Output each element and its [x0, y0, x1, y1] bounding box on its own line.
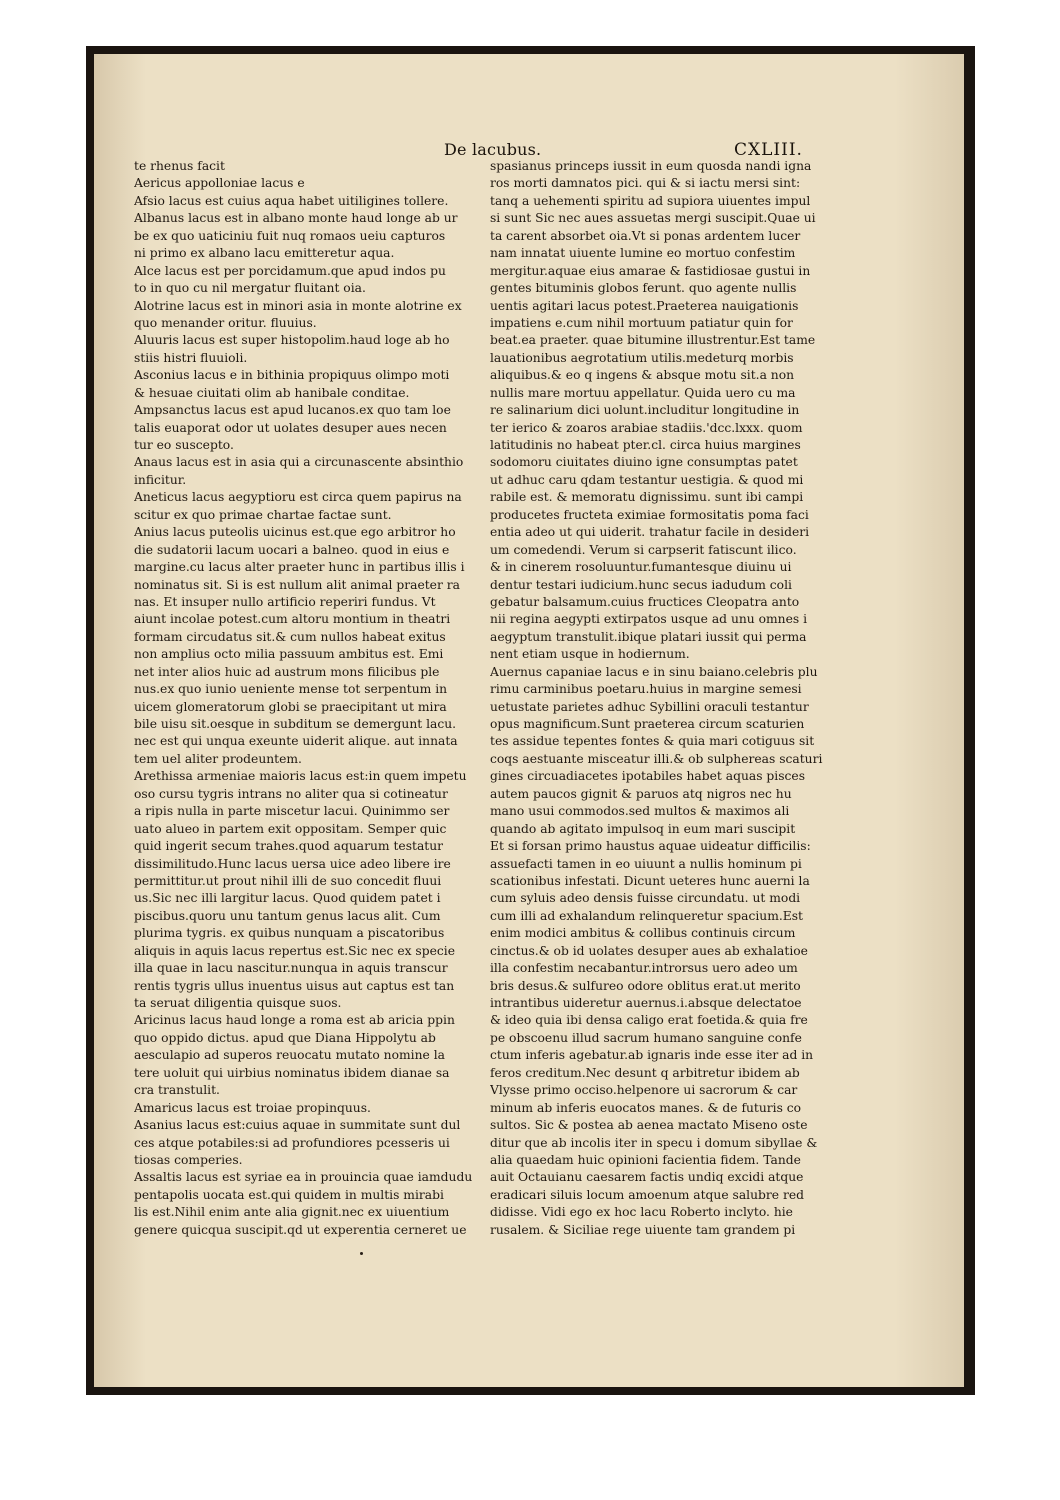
text-line: Et si forsan primo haustus aquae uideatur difficilis: [490, 839, 811, 854]
text-line: eradicari siluis locum amoenum atque salubre red [490, 1187, 804, 1202]
text-line: Afsio lacus est cuius aqua habet uitiligines tollere. [134, 193, 449, 208]
text-line: ditur que ab incolis iter in specu i domum sibyllae & [490, 1135, 818, 1150]
text-line: producetes fructeta eximiae formositatis poma faci [490, 507, 809, 522]
text-line: gines circuadiacetes ipotabiles habet aquas pisces [490, 769, 806, 784]
text-line: Alce lacus est per porcidamum.que apud indos pu [134, 263, 446, 278]
text-line: dentur testari iudicium.hunc secus iadudum coli [490, 577, 792, 592]
text-line: sultos. Sic & postea ab aenea mactato Miseno oste [490, 1118, 808, 1133]
text-line: sodomoru ciuitates diuino igne consumptas patet [490, 455, 798, 470]
text-line: Arethissa armeniae maioris lacus est:in quem impetu [134, 769, 467, 784]
text-line: rabile est. & memoratu dignissimu. sunt ibi campi [490, 490, 804, 505]
text-line: tere uoluit qui uirbius nominatus ibidem dianae sa [134, 1065, 450, 1080]
text-line: ta carent absorbet oia.Vt si ponas ardentem lucer [490, 228, 801, 243]
text-line: tiosas comperies. [134, 1152, 243, 1167]
text-line: Aericus appolloniae lacus e [134, 176, 305, 191]
folio-number: CXLIII. [734, 140, 803, 160]
text-line: ni primo ex albano lacu emitteretur aqua. [134, 246, 395, 261]
text-line: nus.ex quo iunio ueniente mense tot serpentum in [134, 682, 448, 697]
text-line: & in cinerem rosoluuntur.fumantesque diuinu ui [490, 560, 792, 575]
text-line: permittitur.ut prout nihil illi de suo concedit fluui [134, 873, 442, 888]
text-line: & ideo quia ibi densa caligo erat foetida.& quia fre [490, 1013, 808, 1028]
text-line: mano usui commodos.sed multos & maximos ali [490, 804, 790, 819]
text-line: Aneticus lacus aegyptioru est circa quem papirus na [134, 490, 462, 505]
text-line: Anius lacus puteolis uicinus est.que ego arbitror ho [134, 525, 456, 540]
ink-dot [360, 1252, 363, 1255]
text-line: cum syluis adeo densis fuisse circundatu. ut modi [490, 891, 801, 906]
text-line: cum illi ad exhalandum relinqueretur spacium.Est [490, 908, 804, 923]
text-line: margine.cu lacus alter praeter hunc in partibus illis i [134, 560, 465, 575]
text-line: Asconius lacus e in bithinia propiquus olimpo moti [134, 368, 450, 383]
text-line: minum ab inferis euocatos manes. & de futuris co [490, 1100, 802, 1115]
text-line: Ampsanctus lacus est apud lucanos.ex quo tam loe [134, 403, 451, 418]
text-line: pe obscoenu illud sacrum humano sanguine confe [490, 1030, 802, 1045]
text-line: mergitur.aquae eius amarae & fastidiosae gustui in [490, 263, 811, 278]
text-line: aegyptum transtulit.ibique platari iussit qui perma [490, 629, 807, 644]
text-line: nam innatat uiuente lumine eo mortuo confestim [490, 246, 796, 261]
text-line: aiunt incolae potest.cum altoru montium in theatri [134, 612, 451, 627]
text-line: opus magnificum.Sunt praeterea circum scaturien [490, 717, 805, 731]
text-line: intrantibus uideretur auernus.i.absque delectatoe [490, 996, 802, 1010]
text-line: piscibus.quoru unu tantum genus lacus alit. Cum [134, 908, 441, 923]
text-line: uetustate parietes adhuc Sybillini oraculi testantur [490, 699, 809, 714]
text-line: si sunt Sic nec aues assuetas mergi suscipit.Quae ui [490, 211, 816, 226]
text-line: um comedendi. Verum si carpserit fatiscunt ilico. [490, 542, 797, 557]
text-line: Amaricus lacus est troiae propinquus. [134, 1100, 371, 1115]
text-line: cra transtulit. [134, 1083, 220, 1098]
page-title: De lacubus. [444, 140, 542, 159]
text-line: uicem glomeratorum globi se praecipitant ut mira [134, 699, 447, 714]
text-line: talis euaporat odor ut uolates desuper aues necen [134, 420, 447, 435]
text-line: Auernus capaniae lacus e in sinu baiano.celebris plu [490, 664, 818, 679]
text-line: & hesuae ciuitati olim ab hanibale conditae. [134, 385, 410, 400]
text-line: gentes bituminis globos ferunt. quo agente nullis [490, 281, 797, 296]
text-line: to in quo cu nil mergatur fluitant oia. [134, 281, 366, 296]
text-line: nas. Et insuper nullo artificio reperiri fundus. Vt [134, 594, 436, 609]
text-line: formam circudatus sit.& cum nullos habeat exitus [134, 629, 446, 644]
text-line: ctum inferis agebatur.ab ignaris inde esse iter ad in [490, 1048, 814, 1063]
text-line: Anaus lacus est in asia qui a circunascente absinthio [134, 455, 464, 470]
text-line: bris desus.& sulfureo odore oblitus erat.ut merito [490, 978, 801, 993]
text-line: coqs aestuante misceatur illi.& ob sulphereas scaturi [490, 751, 823, 766]
text-line: scationibus infestati. Dicunt ueteres hunc auerni la [490, 873, 810, 888]
text-line: tanq a uehementi spiritu ad supiora uiuentes impul [490, 193, 811, 208]
text-line: tes assidue tepentes fontes & quia mari cotiguus sit [490, 734, 815, 749]
text-line: ces atque potabiles:si ad profundiores pcesseris ui [134, 1135, 450, 1150]
left-text-column [134, 158, 474, 1239]
text-line: assuefacti tamen in eo uiuunt a nullis hominum pi [490, 856, 802, 871]
text-line: pentapolis uocata est.qui quidem in multis mirabi [134, 1187, 444, 1202]
text-line: cinctus.& ob id uolates desuper aues ab exhalatioe [490, 943, 808, 958]
text-line: re salinarium dici uolunt.includitur longitudine in [490, 403, 800, 418]
text-line: ter ierico & zoaros arabiae stadiis.'dcc.lxxx. quom [490, 420, 803, 435]
text-line: bile uisu sit.oesque in subditum se demergunt lacu. [134, 717, 457, 731]
text-line: scitur ex quo primae chartae factae sunt. [134, 507, 392, 522]
text-line: Asanius lacus est:cuius aquae in summitate sunt dul [134, 1118, 461, 1133]
text-line: impatiens e.cum nihil mortuum patiatur quin for [490, 315, 793, 330]
text-line: us.Sic nec illi largitur lacus. Quod quidem patet i [134, 891, 441, 906]
text-line: uato alueo in partem exit oppositam. Semper quic [134, 821, 447, 836]
text-line: uentis agitari lacus potest.Praeterea nauigationis [490, 298, 799, 313]
text-line: didisse. Vidi ego ex hoc lacu Roberto inclyto. hie [490, 1205, 793, 1220]
right-text-column [490, 158, 830, 1239]
text-line: spasianus princeps iussit in eum quosda nandi igna [490, 159, 812, 173]
text-line: te rhenus facit [134, 159, 225, 173]
text-line: a ripis nulla in parte miscetur lacui. Quinimmo ser [134, 804, 450, 819]
text-line: rimu carminibus poetaru.huius in margine semesi [490, 682, 802, 697]
text-line: genere quicqua suscipit.qd ut experentia cerneret ue [134, 1222, 467, 1237]
text-line: inficitur. [134, 472, 187, 487]
text-line: tem uel aliter prodeuntem. [134, 751, 302, 766]
text-line: auit Octauianu caesarem factis undiq excidi atque [490, 1170, 804, 1185]
text-line: nominatus sit. Si is est nullum alit animal praeter ra [134, 577, 460, 592]
text-line: lauationibus aegrotatium utilis.medeturq morbis [490, 350, 794, 365]
text-line: stiis histri fluuioli. [134, 350, 248, 365]
text-line: nent etiam usque in hodiernum. [490, 647, 690, 662]
text-line: lis est.Nihil enim ante alia gignit.nec ex uiuentium [134, 1205, 450, 1220]
text-line: ros morti damnatos pici. qui & si iactu mersi sint: [490, 176, 801, 191]
text-line: Aluuris lacus est super histopolim.haud loge ab ho [134, 333, 450, 348]
text-line: Assaltis lacus est syriae ea in prouincia quae iamdudu [134, 1170, 473, 1185]
text-line: nii regina aegypti extirpatos usque ad unu omnes i [490, 612, 808, 627]
text-line: aliquibus.& eo q ingens & absque motu sit.a non [490, 368, 795, 383]
text-line: be ex quo uaticiniu fuit nuq romaos ueiu capturos [134, 228, 446, 243]
text-line: rentis tygris ullus inuentus uisus aut captus est tan [134, 978, 455, 993]
text-line: nec est qui unqua exeunte uiderit alique. aut innata [134, 734, 458, 749]
text-line: illa confestim necabantur.introrsus uero adeo um [490, 961, 798, 976]
text-line: quo oppido dictus. apud que Diana Hippolytu ab [134, 1030, 436, 1045]
text-line: ut adhuc caru qdam testantur uestigia. & quod mi [490, 472, 804, 487]
text-line: nullis mare mortuu appellatur. Quida uero cu ma [490, 385, 796, 400]
text-line: Aricinus lacus haud longe a roma est ab aricia ppin [134, 1013, 455, 1028]
text-line: non amplius octo milia passuum ambitus est. Emi [134, 647, 444, 662]
text-line: autem paucos gignit & paruos atq nigros nec hu [490, 786, 792, 801]
text-line: oso cursu tygris intrans no aliter qua si cotineatur [134, 786, 448, 801]
text-line: illa quae in lacu nascitur.nunqua in aquis transcur [134, 961, 448, 976]
text-line: aliquis in aquis lacus repertus est.Sic nec ex specie [134, 943, 455, 958]
text-line: beat.ea praeter. quae bitumine illustrentur.Est tame [490, 333, 816, 348]
text-line: ta seruat diligentia quisque suos. [134, 996, 342, 1010]
text-line: dissimilitudo.Hunc lacus uersa uice adeo libere ire [134, 856, 451, 871]
text-line: quando ab agitato impulsoq in eum mari suscipit [490, 821, 796, 836]
text-line: net inter alios huic ad austrum mons filicibus ple [134, 664, 440, 679]
text-line: latitudinis no habeat pter.cl. circa huius margines [490, 438, 801, 452]
text-line: die sudatorii lacum uocari a balneo. quod in eius e [134, 542, 450, 557]
scan-background [86, 46, 975, 1395]
text-line: Albanus lacus est in albano monte haud longe ab ur [134, 211, 458, 226]
text-line: Vlysse primo occiso.helpenore ui sacrorum & car [490, 1083, 798, 1098]
text-line: alia quaedam huic opinioni facientia fidem. Tande [490, 1152, 801, 1167]
manuscript-page [94, 54, 964, 1387]
text-line: quid ingerit secum trahes.quod aquarum testatur [134, 839, 444, 854]
text-line: aesculapio ad superos reuocatu mutato nomine la [134, 1048, 445, 1063]
text-line: entia adeo ut qui uiderit. trahatur facile in desideri [490, 525, 810, 540]
text-line: feros creditum.Nec desunt q arbitretur ibidem ab [490, 1065, 800, 1080]
text-line: rusalem. & Siciliae rege uiuente tam grandem pi [490, 1222, 796, 1237]
text-line: quo menander oritur. fluuius. [134, 315, 317, 330]
text-line: plurima tygris. ex quibus nunquam a piscatoribus [134, 926, 445, 941]
text-line: gebatur balsamum.cuius fructices Cleopatra anto [490, 594, 800, 609]
text-line: enim modici ambitus & collibus continuis circum [490, 926, 796, 941]
text-line: Alotrine lacus est in minori asia in monte alotrine ex [134, 298, 462, 313]
text-line: tur eo suscepto. [134, 438, 234, 452]
